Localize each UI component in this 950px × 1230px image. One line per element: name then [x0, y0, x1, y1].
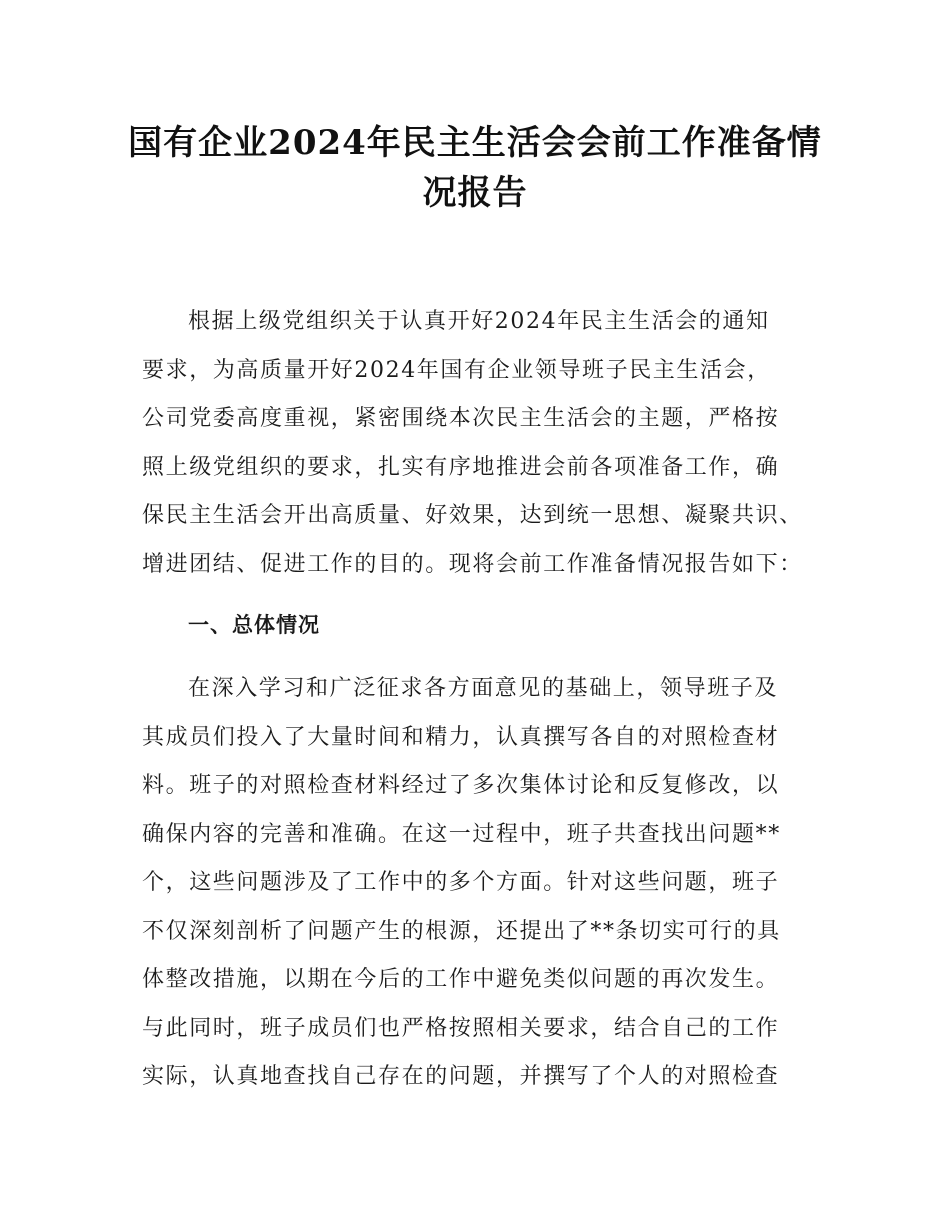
section-heading-overall: 一、总体情况: [188, 613, 320, 637]
paragraph-line: 确保内容的完善和准确。在这一过程中，班子共查找出问题**: [142, 821, 781, 847]
paragraph-line: 根据上级党组织关于认真开好2024年民主生活会的通知: [188, 309, 770, 334]
title-line-2: 况报告: [422, 173, 528, 213]
paragraph-line: 个，这些问题涉及了工作中的多个方面。针对这些问题，班子: [142, 870, 780, 895]
paragraph-line: 实际，认真地查找自己存在的问题，并撰写了个人的对照检查: [142, 1064, 780, 1089]
paragraph-overall: [142, 665, 842, 1102]
paragraph-line: 其成员们投入了大量时间和精力，认真撰写各自的对照检查材: [142, 724, 780, 750]
paragraph-line: 增进团结、促进工作的目的。现将会前工作准备情况报告如下：: [142, 551, 803, 577]
paragraph-line: 与此同时，班子成员们也严格按照相关要求，结合自己的工作: [142, 1015, 780, 1041]
title-line-1: 国有企业2024年民主生活会会前工作准备情: [128, 123, 822, 163]
document-body: [142, 298, 842, 1102]
paragraph-line: 保民主生活会开出高质量、好效果，达到统一思想、凝聚共识、: [142, 503, 803, 528]
paragraph-intro: [142, 298, 842, 589]
paragraph-line: 在深入学习和广泛征求各方面意见的基础上，领导班子及: [188, 676, 779, 701]
document-title: [0, 118, 950, 218]
paragraph-line: 体整改措施，以期在今后的工作中避免类似问题的再次发生。: [142, 967, 780, 992]
paragraph-line: 料。班子的对照检查材料经过了多次集体讨论和反复修改，以: [142, 773, 780, 798]
paragraph-line: 要求，为高质量开好2024年国有企业领导班子民主生活会，: [142, 357, 771, 383]
paragraph-line: 公司党委高度重视，紧密围绕本次民主生活会的主题，严格按: [142, 406, 780, 431]
paragraph-line: 不仅深刻剖析了问题产生的根源，还提出了**条切实可行的具: [142, 918, 781, 944]
paragraph-line: 照上级党组织的要求，扎实有序地推进会前各项准备工作，确: [142, 454, 780, 480]
